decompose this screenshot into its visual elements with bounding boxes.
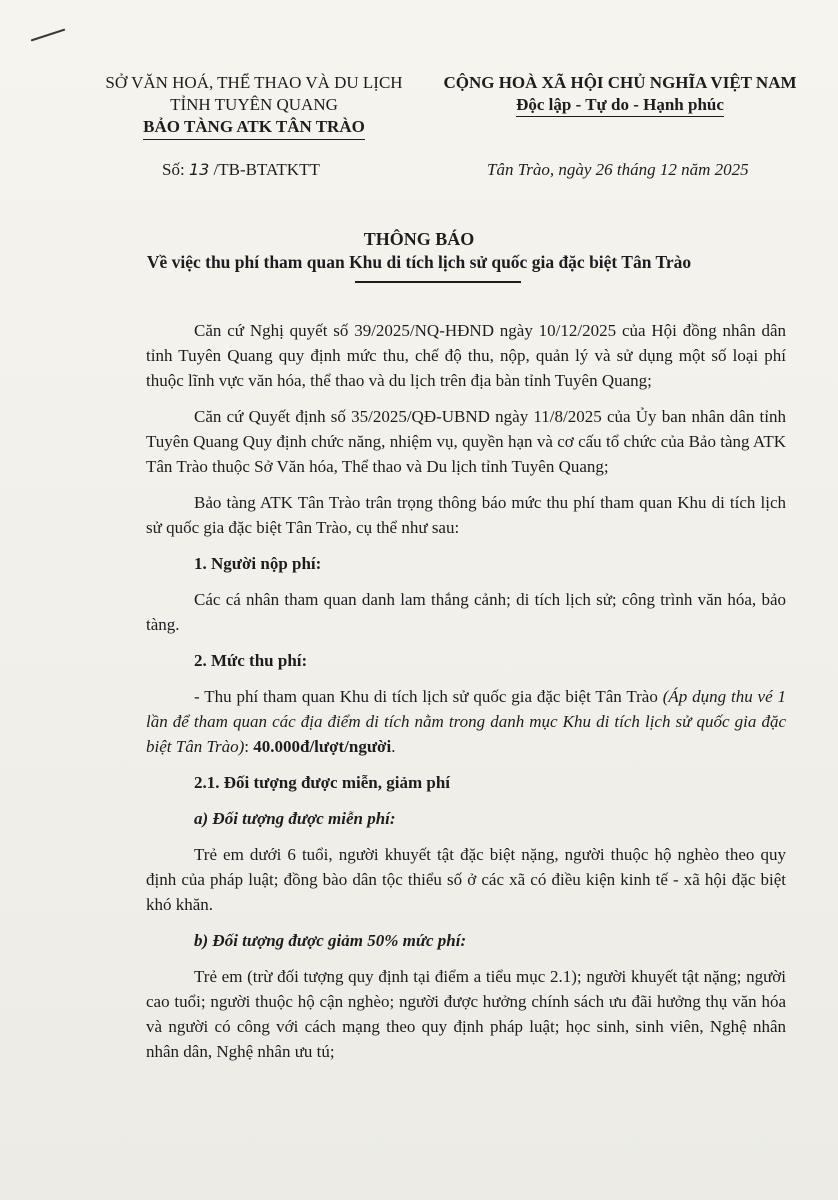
pen-mark (31, 28, 66, 41)
heading-fee-level: 2. Mức thu phí: (194, 651, 308, 670)
fee-period: . (391, 737, 396, 756)
date-month: 12 (659, 160, 677, 179)
document-subtitle: Về việc thu phí tham quan Khu di tích lịch sử quốc gia đặc biệt Tân Trào (146, 252, 692, 272)
paragraph-payer: Các cá nhân tham quan danh lam thắng cảnh; di tích lịch sử; công trình văn hóa, bảo tàng. (146, 590, 786, 634)
paragraph-discount: Trẻ em (trừ đối tượng quy định tại điểm a tiểu mục 2.1); người khuyết tật nặng; người cao tuổi; người thuộc hộ cận nghèo; người được hưởng chính sách ưu đãi hưởng thụ văn hóa và người có công với cách mạng theo quy định pháp luật; học sinh, sinh viên, Nghệ nhân nhân dân, Nghệ nhân ưu tú; (146, 967, 786, 1061)
national-motto: Độc lập - Tự do - Hạnh phúc (516, 94, 724, 117)
fee-note: (Áp dụng thu vé 1 lần để tham quan các địa điểm di tích nằm trong danh mục Khu di tích lịch sử quốc gia đặc biệt Tân Trào) (146, 687, 786, 756)
document-number-value: 13 (188, 160, 210, 179)
paragraph-legal-basis-1: Căn cứ Nghị quyết số 39/2025/NQ-HĐND ngày 10/12/2025 của Hội đồng nhân dân tỉnh Tuyên Quang quy định mức thu, chế độ thu, nộp, quản lý và sử dụng một số loại phí thuộc lĩnh vực văn hóa, thể thao và du lịch trên địa bàn tỉnh Tuyên Quang; (146, 321, 786, 390)
document-body (146, 318, 786, 1064)
date-year: 2025 (714, 160, 749, 179)
document-number-suffix: /TB-BTATKTT (209, 160, 320, 179)
heading-payer: 1. Người nộp phí: (194, 554, 322, 573)
fee-colon: : (244, 737, 254, 756)
fee-text: - Thu phí tham quan Khu di tích lịch sử quốc gia đặc biệt Tân Trào (194, 687, 663, 706)
national-title: CỘNG HOÀ XÃ HỘI CHỦ NGHĨA VIỆT NAM (443, 73, 797, 92)
fee-amount: 40.000đ/lượt/người (253, 737, 392, 756)
date-day: 26 (595, 160, 613, 179)
paragraph-legal-basis-2: Căn cứ Quyết định số 35/2025/QĐ-UBND ngày 11/8/2025 của Ủy ban nhân dân tỉnh Tuyên Quang Quy định chức năng, nhiệm vụ, quyền hạn và cơ cấu tổ chức của Bảo tàng ATK Tân Trào thuộc Sở Văn hóa, Thể thao và Du lịch tỉnh Tuyên Quang; (146, 407, 786, 476)
document-date (487, 160, 749, 180)
heading-free: a) Đối tượng được miễn phí: (194, 809, 396, 828)
date-month-label: tháng (612, 160, 660, 179)
paragraph-announcement: Bảo tàng ATK Tân Trào trân trọng thông báo mức thu phí tham quan Khu di tích lịch sử quốc gia đặc biệt Tân Trào, cụ thể như sau: (146, 493, 786, 537)
subtitle-underline (355, 281, 521, 283)
agency-line-1: SỞ VĂN HOÁ, THỂ THAO VÀ DU LỊCH (105, 73, 403, 92)
document-number (162, 160, 320, 180)
document-number-prefix: Số: (162, 160, 189, 179)
heading-discount: b) Đối tượng được giảm 50% mức phí: (194, 931, 467, 950)
national-header (430, 72, 810, 117)
paragraph-fee (146, 684, 786, 759)
agency-line-3: BẢO TÀNG ATK TÂN TRÀO (143, 116, 365, 140)
date-place: Tân Trào, ngày (487, 160, 596, 179)
agency-line-2: TỈNH TUYÊN QUANG (170, 95, 338, 114)
paragraph-free: Trẻ em dưới 6 tuổi, người khuyết tật đặc biệt nặng, người thuộc hộ nghèo theo quy định của pháp luật; đồng bào dân tộc thiểu số ở các xã có điều kiện kinh tế - xã hội đặc biệt khó khăn. (146, 845, 786, 914)
date-year-label: năm (676, 160, 715, 179)
document-title: THÔNG BÁO (363, 229, 475, 249)
agency-header (84, 72, 424, 140)
heading-exemptions: 2.1. Đối tượng được miễn, giảm phí (194, 773, 450, 792)
